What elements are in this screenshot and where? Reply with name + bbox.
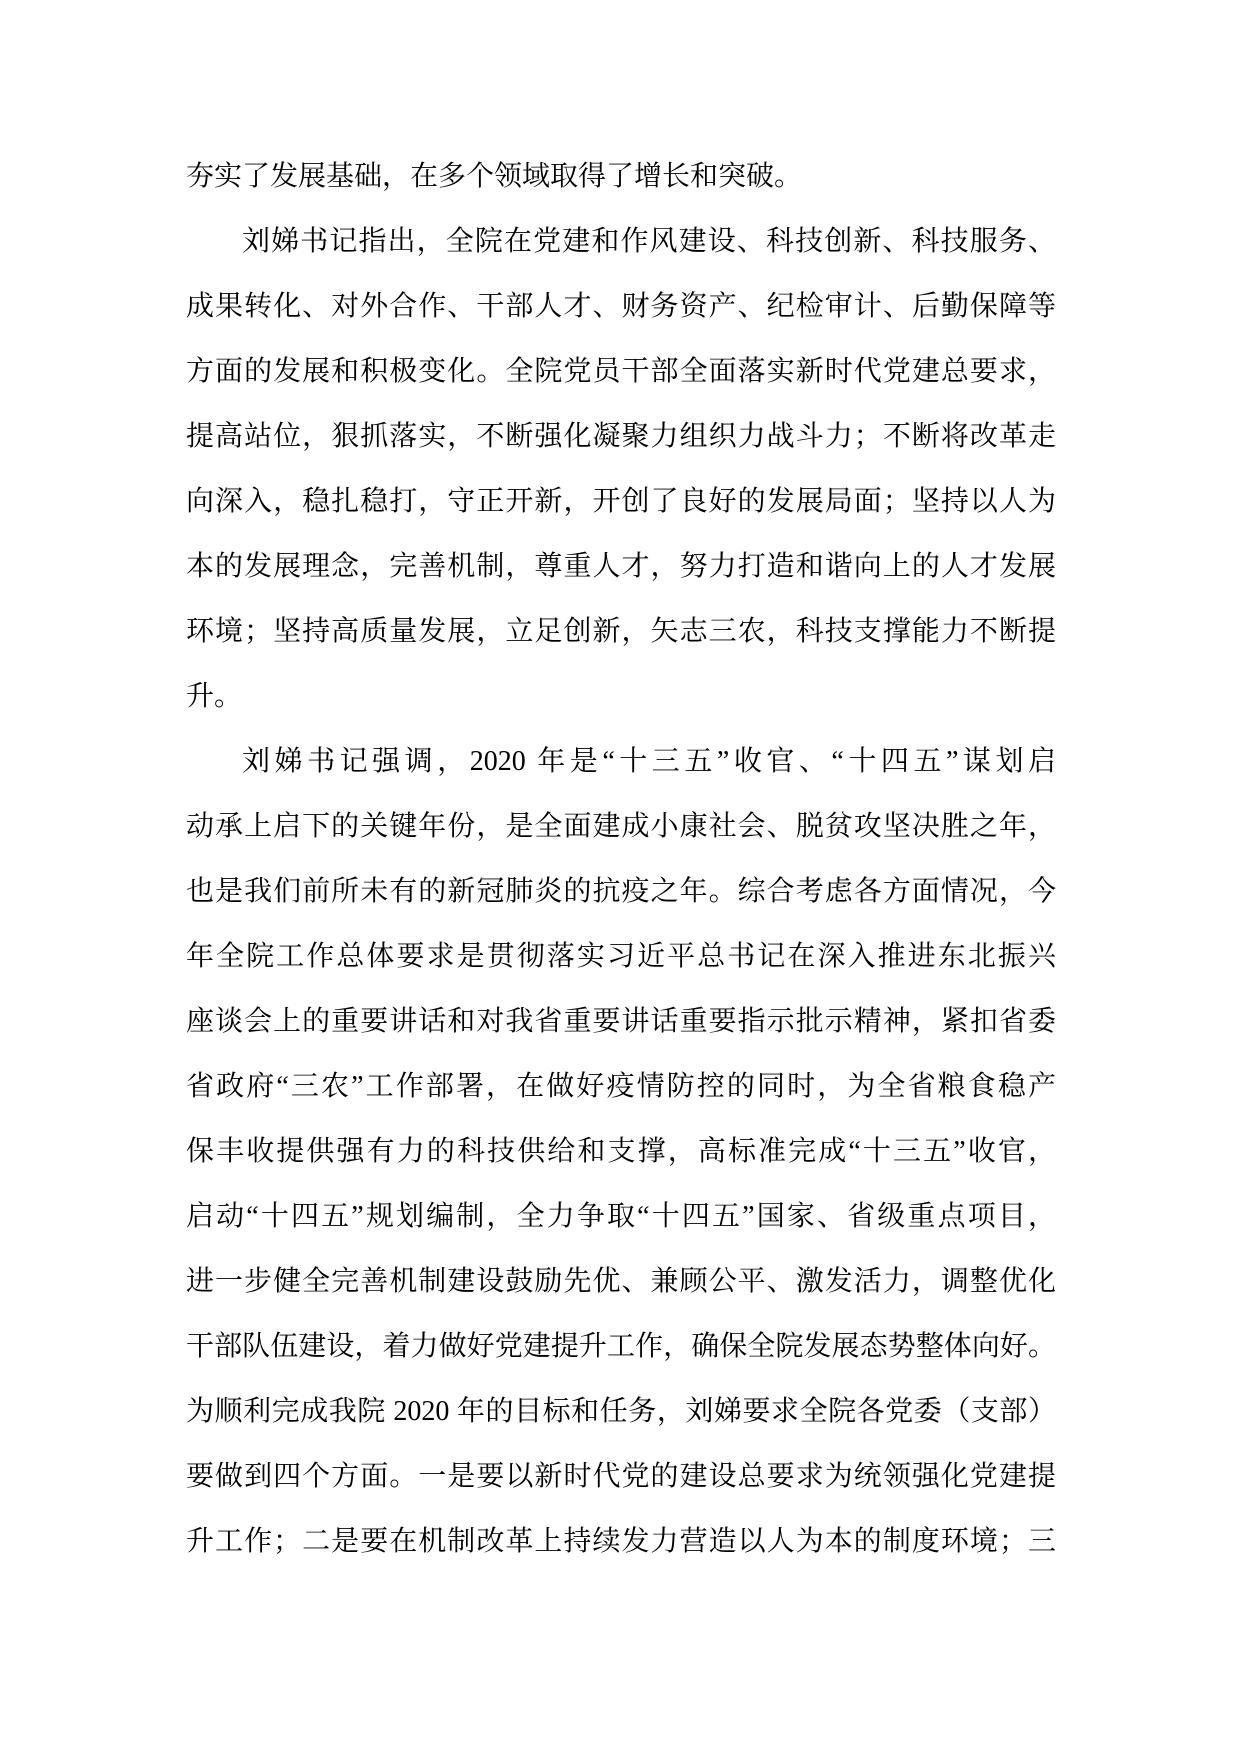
text-line: 刘娣书记指出，全院在党建和作风建设、科技创新、科技服务、 bbox=[242, 226, 1056, 257]
paragraph bbox=[186, 144, 1056, 209]
paragraph bbox=[186, 729, 1056, 1574]
text-line: 升。 bbox=[186, 681, 243, 712]
text-line: 成果转化、对外合作、干部人才、财务资产、纪检审计、后勤保障等 bbox=[186, 291, 1056, 322]
text-line: 进一步健全完善机制建设鼓励先优、兼顾公平、激发活力，调整优化 bbox=[186, 1266, 1056, 1297]
text-line: 干部队伍建设，着力做好党建提升工作，确保全院发展态势整体向好。 bbox=[186, 1331, 1056, 1362]
text-line: 省政府“三农”工作部署，在做好疫情防控的同时，为全省粮食稳产 bbox=[186, 1071, 1056, 1102]
text-line: 升工作；二是要在机制改革上持续发力营造以人为本的制度环境；三 bbox=[186, 1526, 1056, 1557]
document-body bbox=[186, 144, 1056, 1574]
text-line: 座谈会上的重要讲话和对我省重要讲话重要指示批示精神，紧扣省委 bbox=[186, 1006, 1056, 1037]
text-line: 动承上启下的关键年份，是全面建成小康社会、脱贫攻坚决胜之年， bbox=[186, 811, 1056, 842]
text-line: 为顺利完成我院 2020 年的目标和任务，刘娣要求全院各党委（支部） bbox=[186, 1396, 1056, 1427]
text-line: 方面的发展和积极变化。全院党员干部全面落实新时代党建总要求， bbox=[186, 356, 1056, 387]
text-line: 要做到四个方面。一是要以新时代党的建设总要求为统领强化党建提 bbox=[186, 1461, 1056, 1492]
text-line: 启动“十四五”规划编制，全力争取“十四五”国家、省级重点项目， bbox=[186, 1201, 1056, 1232]
paragraph bbox=[186, 209, 1056, 729]
text-line: 年全院工作总体要求是贯彻落实习近平总书记在深入推进东北振兴 bbox=[186, 941, 1056, 972]
text-line: 也是我们前所未有的新冠肺炎的抗疫之年。综合考虑各方面情况，今 bbox=[186, 876, 1056, 907]
text-line: 本的发展理念，完善机制，尊重人才，努力打造和谐向上的人才发展 bbox=[186, 551, 1056, 582]
text-line: 提高站位，狠抓落实，不断强化凝聚力组织力战斗力；不断将改革走 bbox=[186, 421, 1056, 452]
text-line: 夯实了发展基础，在多个领域取得了增长和突破。 bbox=[186, 161, 803, 192]
text-line: 保丰收提供强有力的科技供给和支撑，高标准完成“十三五”收官， bbox=[186, 1136, 1056, 1167]
text-line: 环境；坚持高质量发展，立足创新，矢志三农，科技支撑能力不断提 bbox=[186, 616, 1056, 647]
text-line: 刘娣书记强调，2020 年是“十三五”收官、“十四五”谋划启 bbox=[242, 746, 1056, 777]
text-line: 向深入，稳扎稳打，守正开新，开创了良好的发展局面；坚持以人为 bbox=[186, 486, 1056, 517]
